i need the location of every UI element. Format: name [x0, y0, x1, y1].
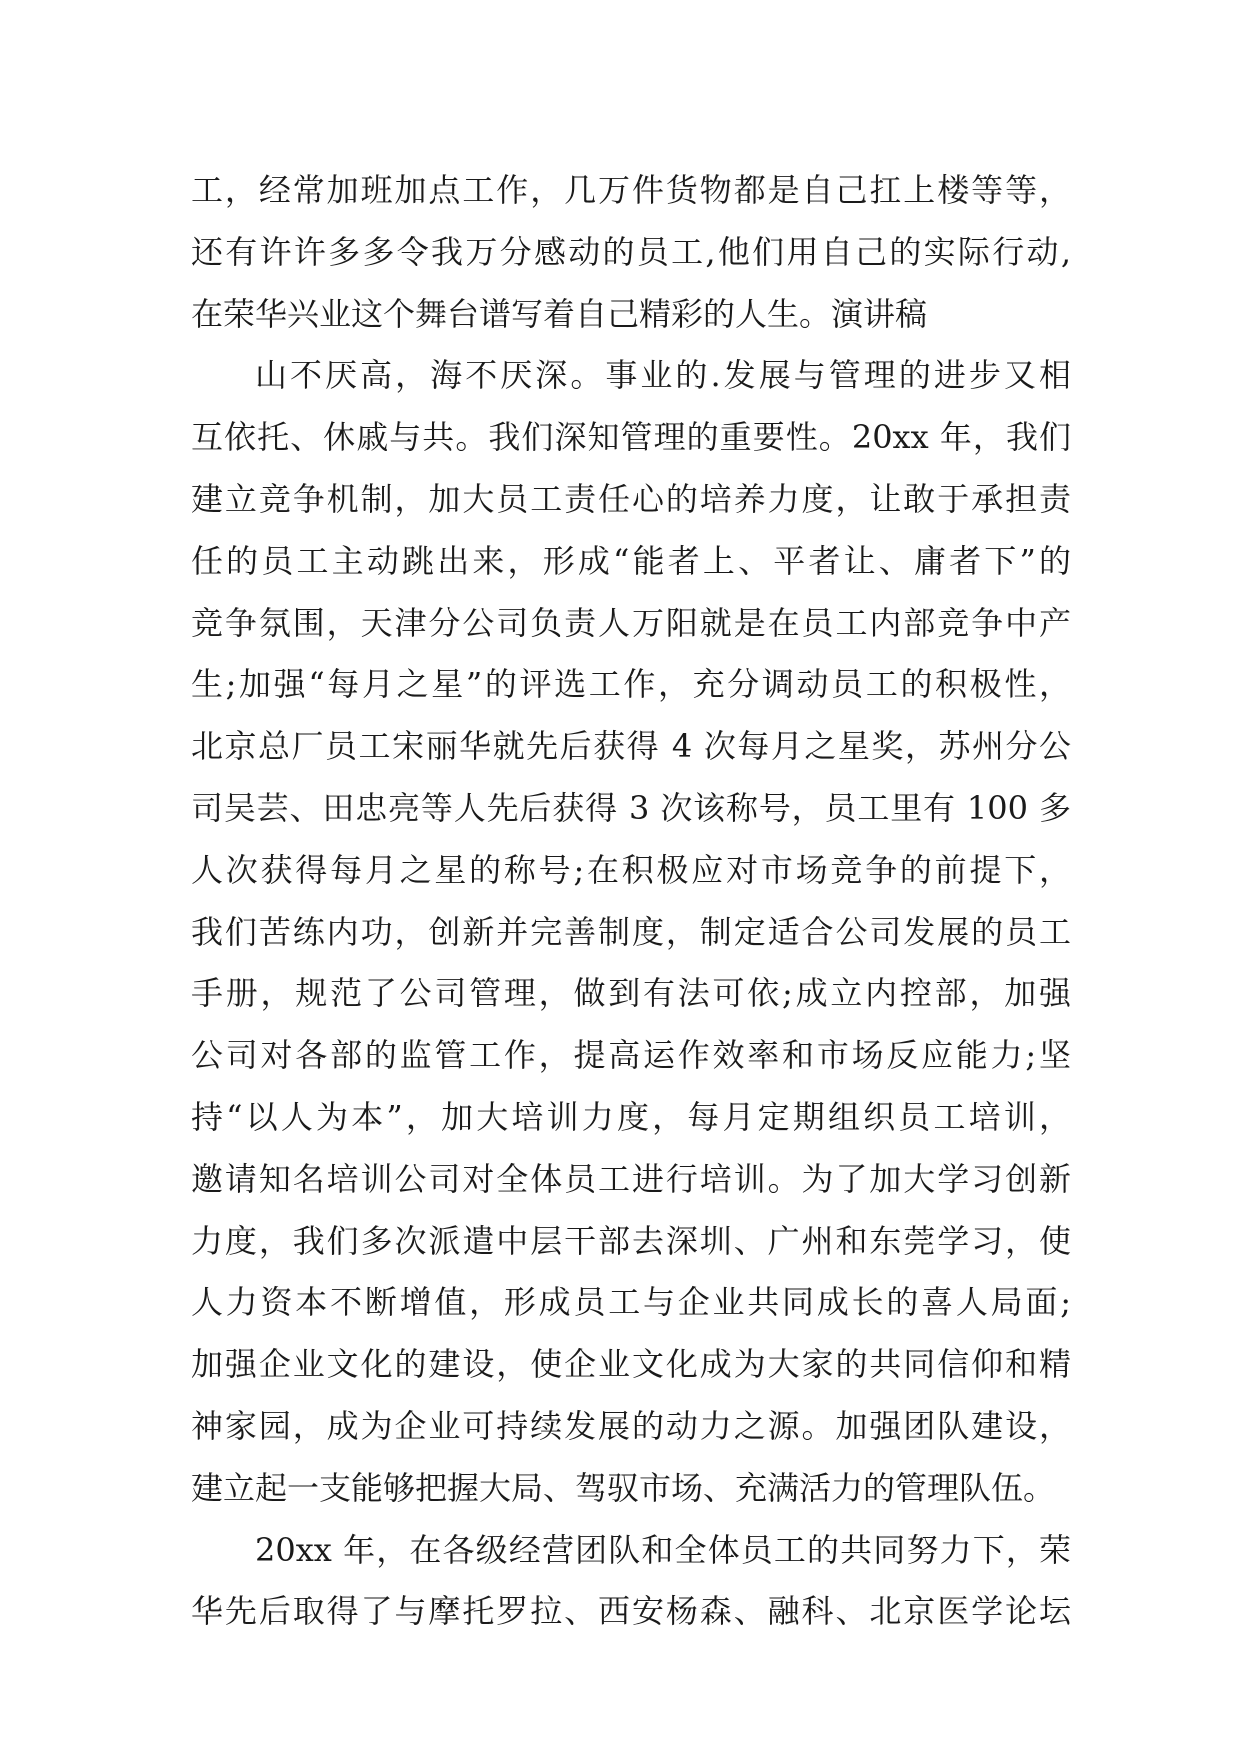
- text-line: 人次获得每月之星的称号;在积极应对市场竞争的前提下，: [191, 850, 1071, 889]
- text-line: 任的员工主动跳出来，形成“能者上、平者让、庸者下”的: [191, 541, 1071, 580]
- text-line: 力度，我们多次派遣中层干部去深圳、广州和东莞学习，使: [191, 1221, 1071, 1260]
- text-line: 竞争氛围，天津分公司负责人万阳就是在员工内部竞争中产: [191, 603, 1071, 642]
- text-line: 建立竞争机制，加大员工责任心的培养力度，让敢于承担责: [191, 479, 1071, 518]
- text-line: 神家园，成为企业可持续发展的动力之源。加强团队建设，: [191, 1406, 1071, 1445]
- text-line: 我们苦练内功，创新并完善制度，制定适合公司发展的员工: [191, 912, 1071, 951]
- text-line: 手册，规范了公司管理，做到有法可依;成立内控部，加强: [191, 974, 1071, 1013]
- text-line: 持“以人为本”，加大培训力度，每月定期组织员工培训，: [191, 1097, 1071, 1136]
- text-line: 邀请知名培训公司对全体员工进行培训。为了加大学习创新: [191, 1159, 1071, 1198]
- text-line: 还有许许多多令我万分感动的员工,他们用自己的实际行动,: [191, 232, 1071, 271]
- text-line: 山不厌高，海不厌深。事业的.发展与管理的进步又相: [255, 356, 1071, 395]
- text-line: 人力资本不断增值，形成员工与企业共同成长的喜人局面;: [191, 1283, 1071, 1322]
- text-line: 华先后取得了与摩托罗拉、西安杨森、融科、北京医学论坛: [191, 1592, 1071, 1631]
- text-line: 20xx 年，在各级经营团队和全体员工的共同努力下，荣: [255, 1530, 1071, 1569]
- text-line: 加强企业文化的建设，使企业文化成为大家的共同信仰和精: [191, 1345, 1071, 1384]
- text-line: 互依托、休戚与共。我们深知管理的重要性。20xx 年，我们: [191, 418, 1071, 457]
- text-line: 工，经常加班加点工作，几万件货物都是自己扛上楼等等，: [191, 171, 1071, 209]
- text-line: 司吴芸、田忠亮等人先后获得 3 次该称号，员工里有 100 多: [191, 788, 1071, 827]
- text-line: 生;加强“每月之星”的评选工作，充分调动员工的积极性，: [191, 665, 1071, 704]
- text-line: 建立起一支能够把握大局、驾驭市场、充满活力的管理队伍。: [191, 1468, 1056, 1507]
- text-line: 公司对各部的监管工作，提高运作效率和市场反应能力;坚: [191, 1036, 1071, 1075]
- body-text: [191, 160, 1071, 1643]
- text-line: 北京总厂员工宋丽华就先后获得 4 次每月之星奖，苏州分公: [191, 727, 1071, 766]
- text-line: 在荣华兴业这个舞台谱写着自己精彩的人生。演讲稿: [191, 294, 928, 333]
